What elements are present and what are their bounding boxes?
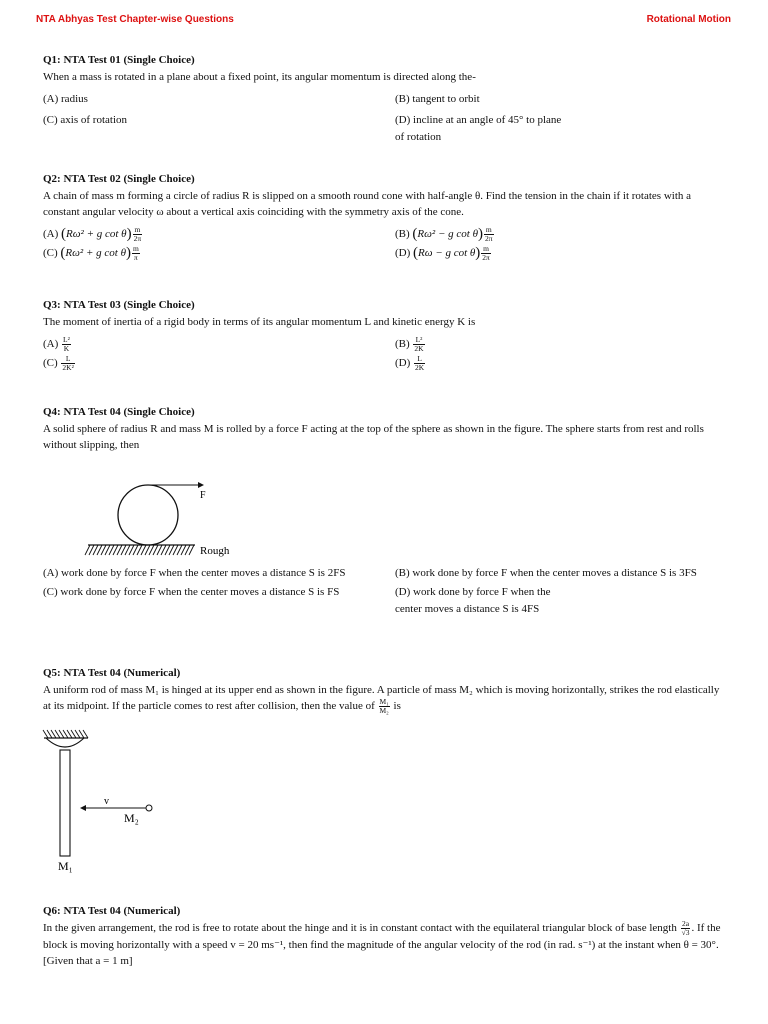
surface-label: Rough (200, 545, 230, 557)
option-d[interactable]: (D) work done by force F when the center moves a distance S is 4FS (395, 586, 551, 615)
option-expression: Rω² − g cot θ (417, 228, 478, 241)
rod (60, 750, 70, 856)
option-b[interactable]: (B) tangent to orbit (395, 93, 480, 105)
ground-hatching (85, 545, 194, 555)
question-stem: A chain of mass m forming a circle of radius R is slipped on a smooth round cone with half-angle θ. Find the tension in the chain if it rotates with a constant angular velocity ω about a vertical axis coinciding with the symmetry axis of the cone. (43, 190, 692, 218)
open-paren: ( (60, 245, 66, 262)
fraction-denominator: √3 (681, 928, 690, 937)
options (43, 91, 725, 146)
question-title: Q3: NTA Test 03 (Single Choice) (43, 299, 195, 311)
force-label: F (200, 490, 206, 501)
question-6 (43, 905, 725, 975)
question-3 (43, 299, 725, 372)
header-left-title: NTA Abhyas Test Chapter-wise Questions (36, 14, 234, 25)
option-c[interactable]: (C) work done by force F when the center moves a distance S is FS (43, 586, 340, 598)
fraction-denominator: 2K² (62, 363, 74, 373)
question-title: Q6: NTA Test 04 (Numerical) (43, 905, 181, 917)
fraction-numerator: L (414, 355, 425, 364)
fraction-numerator: L² (413, 336, 424, 345)
option-c[interactable]: (C) axis of rotation (43, 114, 128, 126)
option-label: (B) (395, 338, 410, 351)
close-paren: ) (475, 245, 481, 262)
open-paren: ( (412, 226, 418, 242)
fraction-denominator: K (63, 344, 70, 353)
question-4 (43, 406, 725, 459)
fraction-denominator: 2K (414, 344, 424, 353)
base-length-fraction (681, 920, 691, 937)
fraction-numerator: L² (63, 335, 70, 344)
fraction-denominator: M₂ (379, 706, 389, 715)
question-stem: The moment of inertia of a rigid body in terms of its angular momentum L and kinetic energy K is (43, 316, 476, 328)
question-title: Q4: NTA Test 04 (Single Choice) (43, 406, 195, 418)
option-label: (D) (395, 357, 411, 370)
fraction-numerator: 2a (681, 919, 690, 928)
option-b[interactable] (395, 336, 725, 353)
option-label: (C) (43, 247, 58, 260)
stem-text-2: . If the block is moving horizontally with a speed v = 20 ms⁻¹, then find the magnitude of the angular velocity of the rod (in rad. s⁻¹) at the instant when θ = 30°. [Given that a = 1 m] (43, 922, 721, 967)
option-d[interactable] (395, 245, 725, 262)
sphere-figure (80, 478, 260, 564)
question-4-options (43, 565, 725, 618)
header-right-title: Rotational Motion (646, 14, 731, 25)
fraction-denominator: 2π (484, 234, 493, 243)
fraction (133, 226, 143, 243)
open-paren: ( (413, 245, 419, 262)
stem-end: is (393, 700, 401, 713)
close-paren: ) (477, 226, 483, 242)
fraction-denominator: 2π (133, 234, 142, 243)
option-b[interactable] (395, 226, 725, 243)
option-label: (D) (395, 247, 411, 260)
option-a[interactable]: (A) work done by force F when the center moves a distance S is 2FS (43, 567, 346, 579)
fraction-numerator: m (134, 225, 141, 234)
option-b[interactable]: (B) work done by force F when the center moves a distance S is 3FS (395, 567, 697, 579)
fraction-numerator: m (483, 244, 489, 254)
question-5 (43, 667, 725, 721)
options (43, 565, 725, 618)
question-stem: A solid sphere of radius R and mass M is rolled by a force F acting at the top of the sphere as shown in the figure. The sphere starts from rest and rolls without slipping, then (43, 423, 704, 451)
option-a[interactable]: (A) radius (43, 93, 88, 105)
question-stem (43, 682, 725, 715)
question-2 (43, 173, 725, 262)
option-expression: Rω² + g cot θ (66, 228, 127, 241)
option-d[interactable] (395, 355, 725, 372)
options (43, 336, 725, 372)
fraction (62, 336, 71, 353)
particle (146, 805, 152, 811)
fraction (414, 355, 425, 372)
question-1 (43, 54, 725, 146)
option-expression: Rω − g cot θ (418, 247, 476, 260)
option-label: (C) (43, 357, 58, 370)
options (43, 226, 725, 262)
fraction (61, 355, 74, 372)
particle-mass-label: M₂ (124, 811, 139, 825)
fraction-denominator: π (134, 253, 138, 263)
question-title: Q5: NTA Test 04 (Numerical) (43, 667, 181, 679)
sphere (118, 485, 178, 545)
close-paren: ) (126, 226, 132, 242)
rod-figure (38, 728, 168, 876)
fraction (132, 245, 140, 262)
fraction (481, 245, 491, 262)
fraction (413, 336, 424, 353)
stem-text-1: In the given arrangement, the rod is free to rotate about the hinge and it is in constant contact with the equilateral triangular block of base length (43, 922, 677, 935)
rod-mass-label: M₁ (58, 859, 73, 873)
fraction-numerator: m (485, 225, 492, 234)
question-title: Q2: NTA Test 02 (Single Choice) (43, 173, 195, 185)
option-d[interactable]: (D) incline at an angle of 45° to plane of rotation (395, 114, 562, 143)
option-c[interactable] (43, 245, 395, 262)
close-paren: ) (125, 245, 131, 262)
fraction-denominator: 2π (482, 253, 490, 263)
fraction-numerator: M₁ (379, 697, 389, 706)
velocity-arrow-head (80, 805, 86, 811)
option-label: (A) (43, 338, 59, 351)
ceiling-hatching (43, 730, 88, 738)
option-a[interactable] (43, 226, 395, 243)
force-arrow-head (198, 482, 204, 488)
option-a[interactable] (43, 336, 395, 353)
open-paren: ( (61, 226, 67, 242)
question-stem (43, 920, 725, 969)
stem-text: A uniform rod of mass M₁ is hinged at its upper end as shown in the figure. A particle of mass M₂ which is moving horizontally, strikes the rod elastically at its midpoint. If the particle comes to rest after collision, then the value of (43, 684, 720, 713)
fraction-denominator: 2K (415, 363, 425, 373)
option-c[interactable] (43, 355, 395, 372)
option-label: (A) (43, 228, 59, 241)
fraction (484, 226, 494, 243)
option-expression: Rω² + g cot θ (65, 247, 126, 260)
hinge-support (46, 738, 84, 747)
velocity-label: v (104, 796, 109, 807)
fraction-numerator: m (132, 244, 139, 254)
mass-ratio (379, 698, 390, 715)
fraction-numerator: L (61, 355, 74, 364)
question-stem: When a mass is rotated in a plane about a fixed point, its angular momentum is directed along the- (43, 71, 476, 83)
question-title: Q1: NTA Test 01 (Single Choice) (43, 54, 195, 66)
option-label: (B) (395, 228, 410, 241)
